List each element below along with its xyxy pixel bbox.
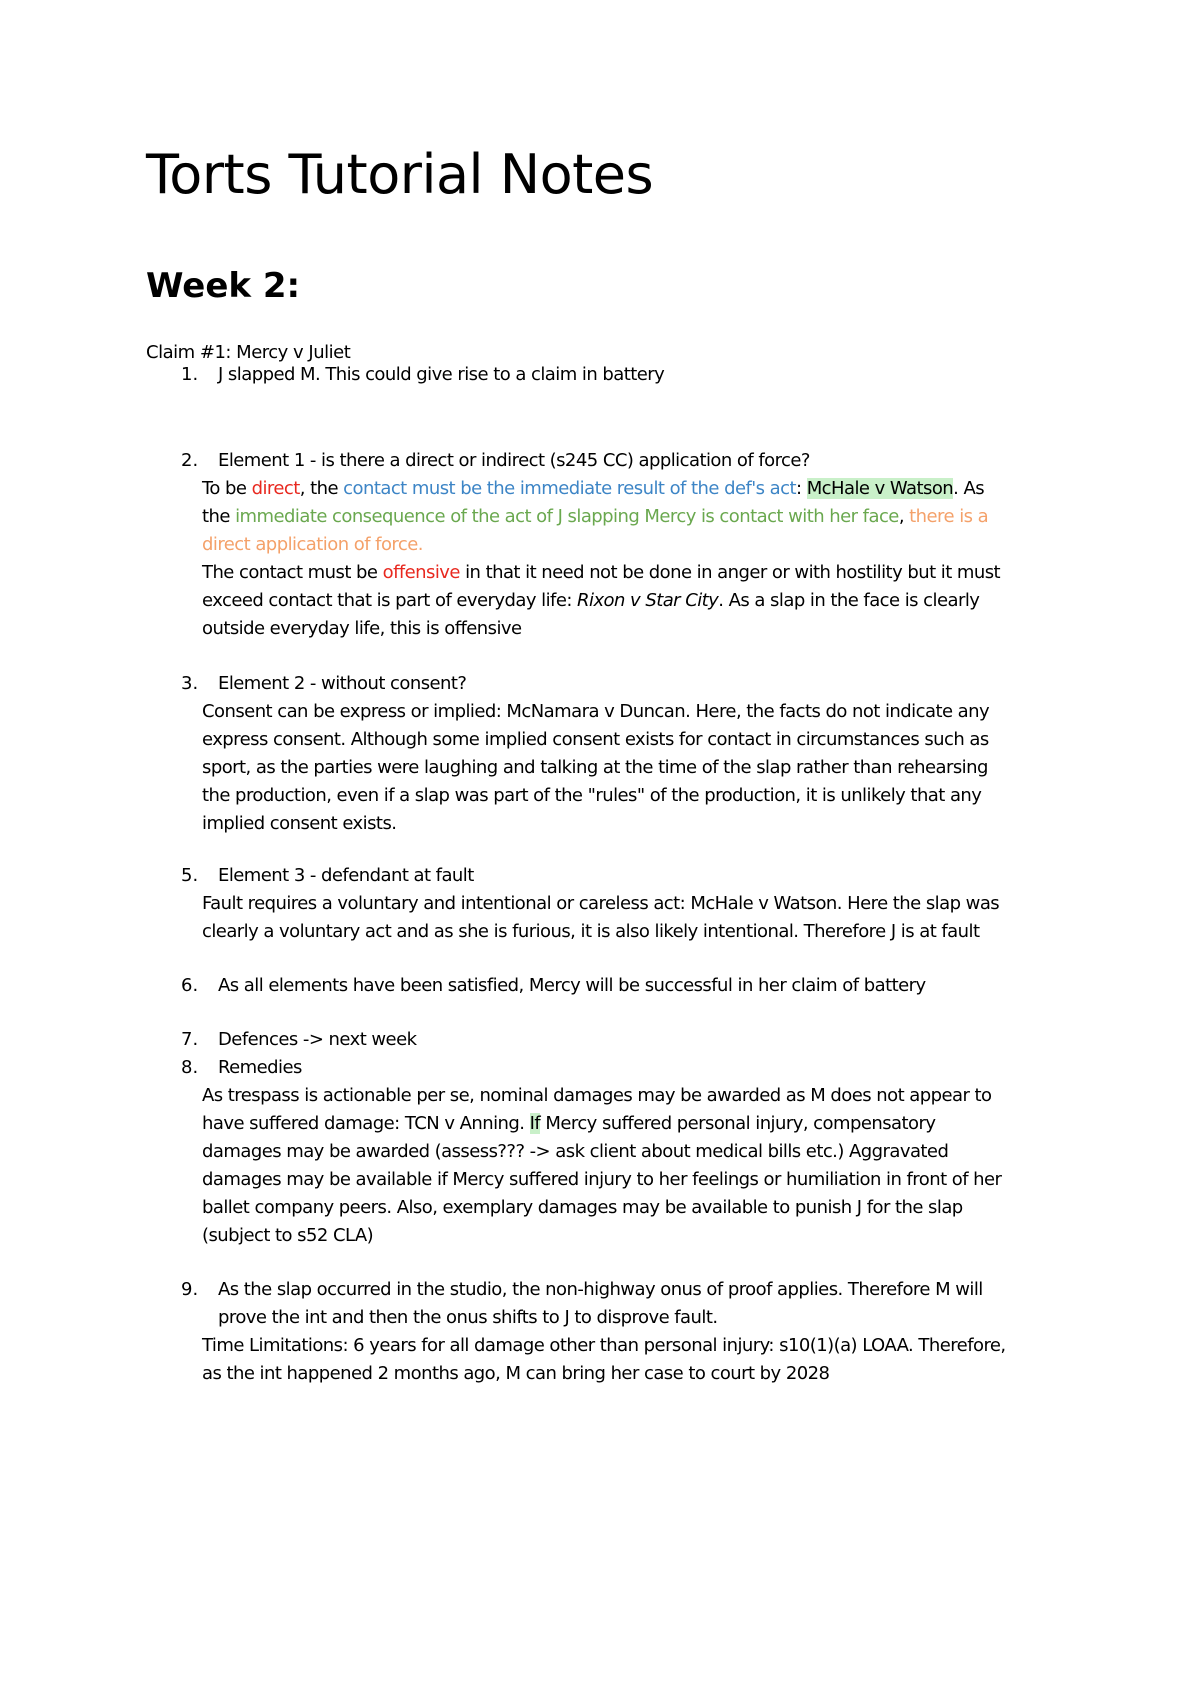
text-run: have suffered damage: TCN v Anning. [202, 1113, 530, 1134]
list-number: 6. [181, 975, 199, 996]
highlight-conclusion: direct application of force. [202, 534, 423, 555]
paragraph-line [202, 504, 988, 530]
text-run: : [796, 478, 807, 499]
paragraph-line: express consent. Although some implied consent exists for contact in circumstances such as [202, 729, 989, 750]
text-run: Mercy suffered personal injury, compensatory [540, 1113, 936, 1134]
paragraph-line [202, 560, 1000, 586]
text-run: The contact must be [202, 562, 383, 583]
paragraph-line [202, 1111, 935, 1137]
paragraph-line: sport, as the parties were laughing and talking at the time of the slap rather than rehearsing [202, 757, 988, 778]
highlight-direct: direct [251, 478, 300, 499]
list-number: 7. [181, 1029, 199, 1050]
text-run: , [898, 506, 910, 527]
highlight-offensive: offensive [382, 562, 460, 583]
highlight-if: If [529, 1113, 541, 1134]
paragraph-line: outside everyday life, this is offensive [202, 618, 522, 639]
paragraph-line: prove the int and then the onus shifts to J to disprove fault. [218, 1307, 718, 1328]
list-item-text: J slapped M. This could give rise to a claim in battery [218, 364, 665, 385]
paragraph-line: ballet company peers. Also, exemplary damages may be available to punish J for the slap [202, 1197, 963, 1218]
paragraph-line: As trespass is actionable per se, nominal damages may be awarded as M does not appear to [202, 1085, 992, 1106]
highlight-application: immediate consequence of the act of J slapping Mercy is contact with her face [235, 506, 899, 527]
list-item-text: As all elements have been satisfied, Mercy will be successful in her claim of battery [218, 975, 926, 996]
paragraph-line: the production, even if a slap was part of the "rules" of the production, it is unlikely that any [202, 785, 982, 806]
document-title: Torts Tutorial Notes [146, 143, 654, 206]
claim-heading: Claim #1: Mercy v Juliet [146, 342, 351, 363]
text-run: . As a slap in the face is clearly [718, 590, 980, 611]
paragraph-line: (subject to s52 CLA) [202, 1225, 374, 1246]
element-3-heading: Element 3 - defendant at fault [218, 865, 474, 886]
highlight-conclusion: there is a [909, 506, 989, 527]
case-citation-highlighted: McHale v Watson [806, 478, 954, 499]
paragraph-line: Time Limitations: 6 years for all damage other than personal injury: s10(1)(a) LOAA. Therefore, [202, 1335, 1006, 1356]
list-number: 5. [181, 865, 199, 886]
paragraph-line: damages may be available if Mercy suffered injury to her feelings or humiliation in front of her [202, 1169, 1002, 1190]
element-2-heading: Element 2 - without consent? [218, 673, 467, 694]
paragraph-line: damages may be awarded (assess??? -> ask client about medical bills etc.) Aggravated [202, 1141, 949, 1162]
paragraph-line [202, 476, 984, 502]
text-run: exceed contact that is part of everyday life: [202, 590, 578, 611]
list-item-text: Defences -> next week [218, 1029, 417, 1050]
text-run: , the [299, 478, 344, 499]
case-citation: Rixon v Star City [577, 590, 719, 611]
text-run: To be [202, 478, 252, 499]
list-number: 8. [181, 1057, 199, 1078]
remedies-heading: Remedies [218, 1057, 302, 1078]
text-run: . As [953, 478, 985, 499]
paragraph-line: implied consent exists. [202, 813, 397, 834]
text-run: the [202, 506, 236, 527]
highlight-contact-rule: contact must be the immediate result of the def's act [343, 478, 796, 499]
week-heading: Week 2: [146, 266, 301, 306]
text-run: in that it need not be done in anger or with hostility but it must [459, 562, 1001, 583]
list-number: 2. [181, 450, 199, 471]
list-number: 3. [181, 673, 199, 694]
paragraph-line: Fault requires a voluntary and intentional or careless act: McHale v Watson. Here the slap was [202, 893, 1000, 914]
element-1-heading: Element 1 - is there a direct or indirect (s245 CC) application of force? [218, 450, 810, 471]
paragraph-line [202, 588, 979, 614]
paragraph-line: Consent can be express or implied: McNamara v Duncan. Here, the facts do not indicate any [202, 701, 990, 722]
paragraph-line: As the slap occurred in the studio, the non-highway onus of proof applies. Therefore M will [218, 1279, 983, 1300]
paragraph-line: clearly a voluntary act and as she is furious, it is also likely intentional. Therefore J is at fault [202, 921, 980, 942]
list-number: 9. [181, 1279, 199, 1300]
paragraph-line: as the int happened 2 months ago, M can bring her case to court by 2028 [202, 1363, 830, 1384]
list-number: 1. [181, 364, 199, 385]
